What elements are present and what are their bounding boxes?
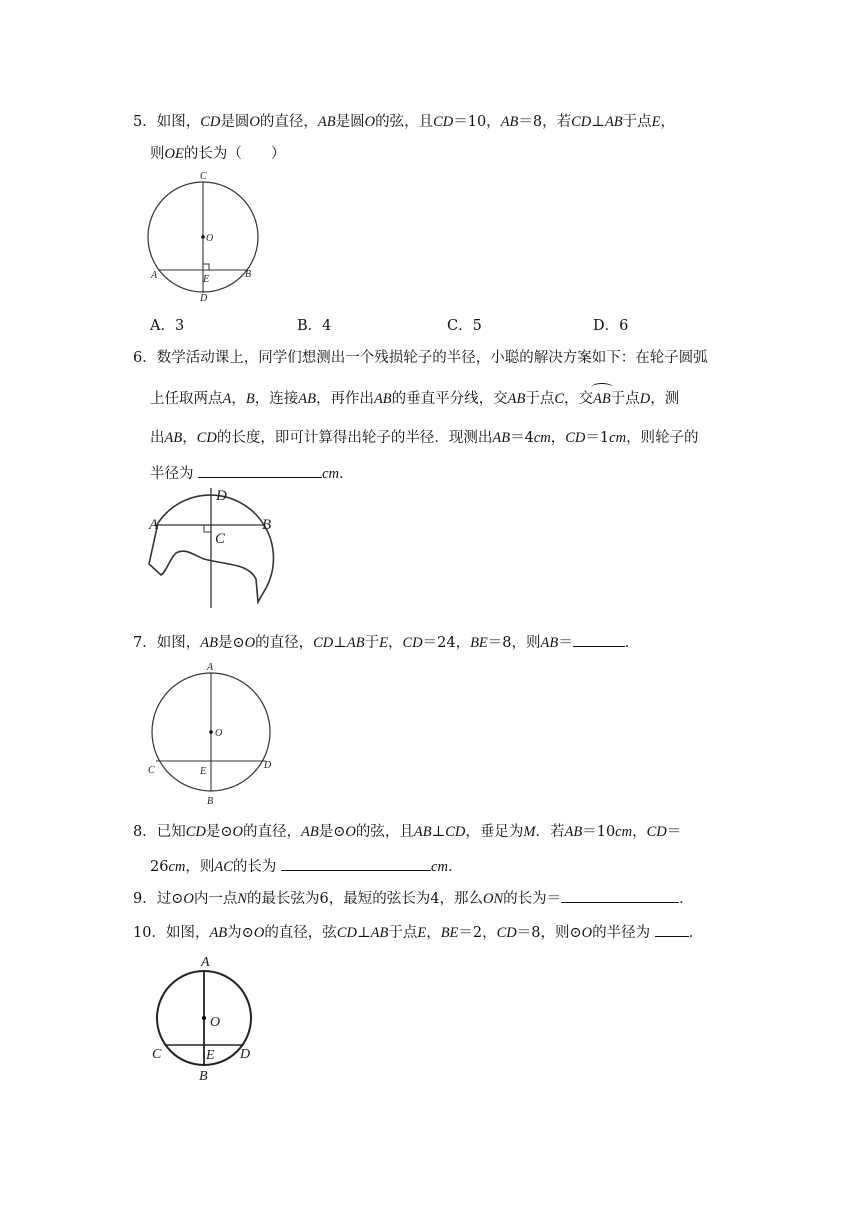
text: ⊥ bbox=[431, 824, 446, 840]
text: ， bbox=[632, 824, 647, 840]
q7-figure bbox=[140, 660, 290, 810]
text: ，则 bbox=[185, 859, 215, 875]
label-a: A bbox=[201, 955, 210, 970]
text: ＝4 bbox=[510, 430, 534, 446]
q5-choices bbox=[150, 314, 690, 334]
var: AB bbox=[317, 114, 336, 130]
text: 的垂直平分线，交 bbox=[391, 391, 508, 407]
text: ． bbox=[688, 925, 704, 941]
text: 出 bbox=[150, 430, 165, 446]
var: AB bbox=[500, 114, 519, 130]
q5-stem-line2 bbox=[150, 144, 285, 164]
text: 上任取两点 bbox=[150, 391, 223, 407]
text: ＝1 bbox=[585, 430, 610, 446]
text: ，垂足为 bbox=[465, 824, 524, 840]
text: ⊥ bbox=[356, 925, 371, 941]
text: ． bbox=[447, 859, 463, 875]
var: CD bbox=[646, 824, 667, 840]
text: 的弦，且 bbox=[355, 824, 414, 840]
center-dot bbox=[201, 235, 205, 239]
label-o: O bbox=[210, 1015, 221, 1030]
answer-blank[interactable] bbox=[561, 888, 679, 903]
var: AB bbox=[413, 824, 432, 840]
var: AB bbox=[540, 635, 559, 651]
var: CD bbox=[313, 635, 334, 651]
text: 的最长弦为6，最短的弦长为4，那么 bbox=[247, 891, 483, 907]
text: ． bbox=[679, 891, 694, 907]
label-d: D bbox=[240, 1047, 251, 1062]
var: O bbox=[183, 891, 194, 907]
q6-figure bbox=[140, 485, 290, 615]
var: OE bbox=[164, 146, 184, 162]
text: ＝2， bbox=[458, 925, 497, 941]
choice-a[interactable]: A．3 bbox=[150, 318, 185, 334]
text: ， bbox=[550, 430, 566, 446]
text: ＝8，则⊙ bbox=[516, 925, 582, 941]
var: AB bbox=[200, 635, 218, 651]
arc-ab: AB bbox=[593, 391, 611, 407]
text: 5．如图， bbox=[133, 114, 201, 130]
var: cm bbox=[609, 430, 627, 446]
text: ＝10 bbox=[582, 824, 616, 840]
var: N bbox=[237, 891, 248, 907]
text: 的长为＝ bbox=[503, 891, 562, 907]
var: CD bbox=[336, 925, 357, 941]
text: 的弦，且 bbox=[375, 114, 434, 130]
label-b: B bbox=[207, 796, 214, 807]
var: AB bbox=[164, 430, 183, 446]
text: ⊥ bbox=[591, 114, 605, 130]
label-e: E bbox=[203, 274, 210, 285]
text: ，则轮子的 bbox=[626, 430, 699, 446]
label-o: O bbox=[215, 728, 223, 739]
var: AB bbox=[370, 925, 389, 941]
text: ＝10， bbox=[453, 114, 501, 130]
text: ，连接 bbox=[254, 391, 299, 407]
text: ． bbox=[624, 635, 640, 651]
var: cm bbox=[431, 859, 448, 875]
choice-b[interactable]: B．4 bbox=[297, 318, 332, 334]
var: AB bbox=[492, 430, 511, 446]
var: BE bbox=[440, 925, 459, 941]
answer-blank[interactable] bbox=[198, 463, 322, 478]
text: ， bbox=[426, 925, 441, 941]
var: AB bbox=[301, 824, 319, 840]
text: 的半径为 bbox=[592, 925, 651, 941]
var: C bbox=[554, 391, 565, 407]
var: O bbox=[581, 925, 593, 941]
label-o: O bbox=[206, 233, 214, 244]
text: ， bbox=[660, 114, 676, 130]
text: 8．已知 bbox=[133, 824, 186, 840]
text: 7．如图， bbox=[133, 635, 201, 651]
text: 于点 bbox=[610, 391, 640, 407]
text: ＝8，则 bbox=[487, 635, 541, 651]
text: 是圆 bbox=[220, 114, 250, 130]
text: ．若 bbox=[535, 824, 565, 840]
text: ， bbox=[231, 391, 246, 407]
text: ． bbox=[339, 466, 354, 482]
q9-stem bbox=[133, 888, 694, 909]
text: 是⊙ bbox=[318, 824, 346, 840]
var: CD bbox=[433, 114, 454, 130]
text: 于 bbox=[364, 635, 380, 651]
label-a: A bbox=[151, 270, 158, 281]
right-angle-mark bbox=[203, 264, 209, 270]
q5-stem-line1 bbox=[133, 112, 675, 132]
label-b: B bbox=[245, 269, 252, 280]
text: 10．如图， bbox=[133, 925, 210, 941]
text: 是圆 bbox=[335, 114, 365, 130]
text: ＝ bbox=[558, 635, 573, 651]
q10-stem bbox=[133, 922, 703, 943]
var: ON bbox=[482, 891, 504, 907]
text: ，再作出 bbox=[315, 391, 374, 407]
text: ， bbox=[182, 430, 197, 446]
var: O bbox=[364, 114, 376, 130]
text: 于点 bbox=[622, 114, 652, 130]
q8-stem-line1 bbox=[133, 822, 681, 842]
text: ＝ bbox=[666, 824, 682, 840]
var: AB bbox=[373, 391, 392, 407]
text: 的直径，弦 bbox=[264, 925, 337, 941]
text: 26 bbox=[150, 859, 169, 875]
choice-d[interactable]: D．6 bbox=[593, 318, 629, 334]
text: ，交 bbox=[564, 391, 594, 407]
q7-stem bbox=[133, 632, 639, 653]
label-b: B bbox=[199, 1069, 208, 1084]
text: 的直径， bbox=[255, 635, 314, 651]
var: cm bbox=[615, 824, 633, 840]
label-d: D bbox=[200, 293, 208, 304]
text: 为⊙ bbox=[227, 925, 254, 941]
text: ⊥ bbox=[333, 635, 347, 651]
var: AB bbox=[604, 114, 623, 130]
label-e: E bbox=[200, 766, 207, 777]
var: O bbox=[253, 925, 265, 941]
var: CD bbox=[402, 635, 423, 651]
var: CD bbox=[196, 430, 217, 446]
text: 的长度，即可计算得出轮子的半径．现测出 bbox=[216, 430, 493, 446]
label-a: A bbox=[149, 517, 159, 533]
text: 6．数学活动课上，同学们想测出一个残损轮子的半径，小聪的解决方案如下：在轮子圆弧 bbox=[133, 350, 708, 366]
label-d: D bbox=[264, 760, 272, 771]
var: cm bbox=[168, 859, 186, 875]
label-c: C bbox=[215, 531, 226, 547]
text: 的直径， bbox=[243, 824, 302, 840]
q8-stem-line2 bbox=[150, 856, 462, 877]
var: D bbox=[639, 391, 651, 407]
var: BE bbox=[470, 635, 488, 651]
choice-c[interactable]: C．5 bbox=[447, 318, 482, 334]
q10-figure bbox=[145, 950, 265, 1085]
text: ，测 bbox=[650, 391, 680, 407]
var: CD bbox=[571, 114, 592, 130]
label-e: E bbox=[206, 1048, 215, 1063]
q6-stem-line4 bbox=[150, 463, 354, 484]
text: ＝8，若 bbox=[518, 114, 572, 130]
label-c: C bbox=[148, 765, 155, 776]
q6-stem-line1 bbox=[133, 348, 708, 368]
var: CD bbox=[185, 824, 206, 840]
answer-blank[interactable] bbox=[573, 632, 625, 647]
var: cm bbox=[322, 466, 340, 482]
var: E bbox=[417, 925, 427, 941]
var: AC bbox=[214, 859, 233, 875]
var: cm bbox=[533, 430, 551, 446]
var: O bbox=[345, 824, 356, 840]
var: E bbox=[379, 635, 388, 651]
text: 是⊙ bbox=[217, 635, 245, 651]
var: CD bbox=[496, 925, 517, 941]
var: AB bbox=[507, 391, 526, 407]
label-c: C bbox=[200, 171, 207, 182]
label-b: B bbox=[262, 517, 272, 533]
var: O bbox=[232, 824, 244, 840]
text: 的长为（ ） bbox=[183, 146, 286, 162]
text: 于点 bbox=[388, 925, 418, 941]
var: M bbox=[523, 824, 536, 840]
center-dot bbox=[209, 730, 213, 734]
label-a: A bbox=[207, 662, 214, 673]
var: B bbox=[245, 391, 255, 407]
q6-stem-line2 bbox=[150, 389, 679, 409]
text: ＝24， bbox=[422, 635, 471, 651]
var: AB bbox=[564, 824, 583, 840]
var: A bbox=[222, 391, 232, 407]
label-d: D bbox=[216, 488, 227, 504]
text: 的直径， bbox=[259, 114, 318, 130]
right-angle-mark bbox=[204, 525, 211, 532]
text: 则 bbox=[150, 146, 165, 162]
q6-stem-line3 bbox=[150, 428, 699, 448]
var: AB bbox=[346, 635, 365, 651]
var: E bbox=[651, 114, 661, 130]
var: AB bbox=[209, 925, 228, 941]
center-dot bbox=[202, 1016, 206, 1020]
label-c: C bbox=[152, 1047, 162, 1062]
text: 于点 bbox=[525, 391, 555, 407]
var: CD bbox=[200, 114, 221, 130]
answer-blank[interactable] bbox=[655, 922, 689, 937]
text: 内一点 bbox=[193, 891, 238, 907]
text: 9．过⊙ bbox=[133, 891, 184, 907]
var: CD bbox=[445, 824, 466, 840]
q5-figure bbox=[140, 170, 270, 305]
var: O bbox=[249, 114, 260, 130]
answer-blank[interactable] bbox=[281, 856, 431, 871]
text: 半径为 bbox=[150, 466, 194, 482]
var: AB bbox=[298, 391, 316, 407]
var: O bbox=[244, 635, 256, 651]
var: CD bbox=[565, 430, 586, 446]
text: 的长为 bbox=[232, 859, 277, 875]
text: ， bbox=[387, 635, 403, 651]
text: 是⊙ bbox=[205, 824, 233, 840]
